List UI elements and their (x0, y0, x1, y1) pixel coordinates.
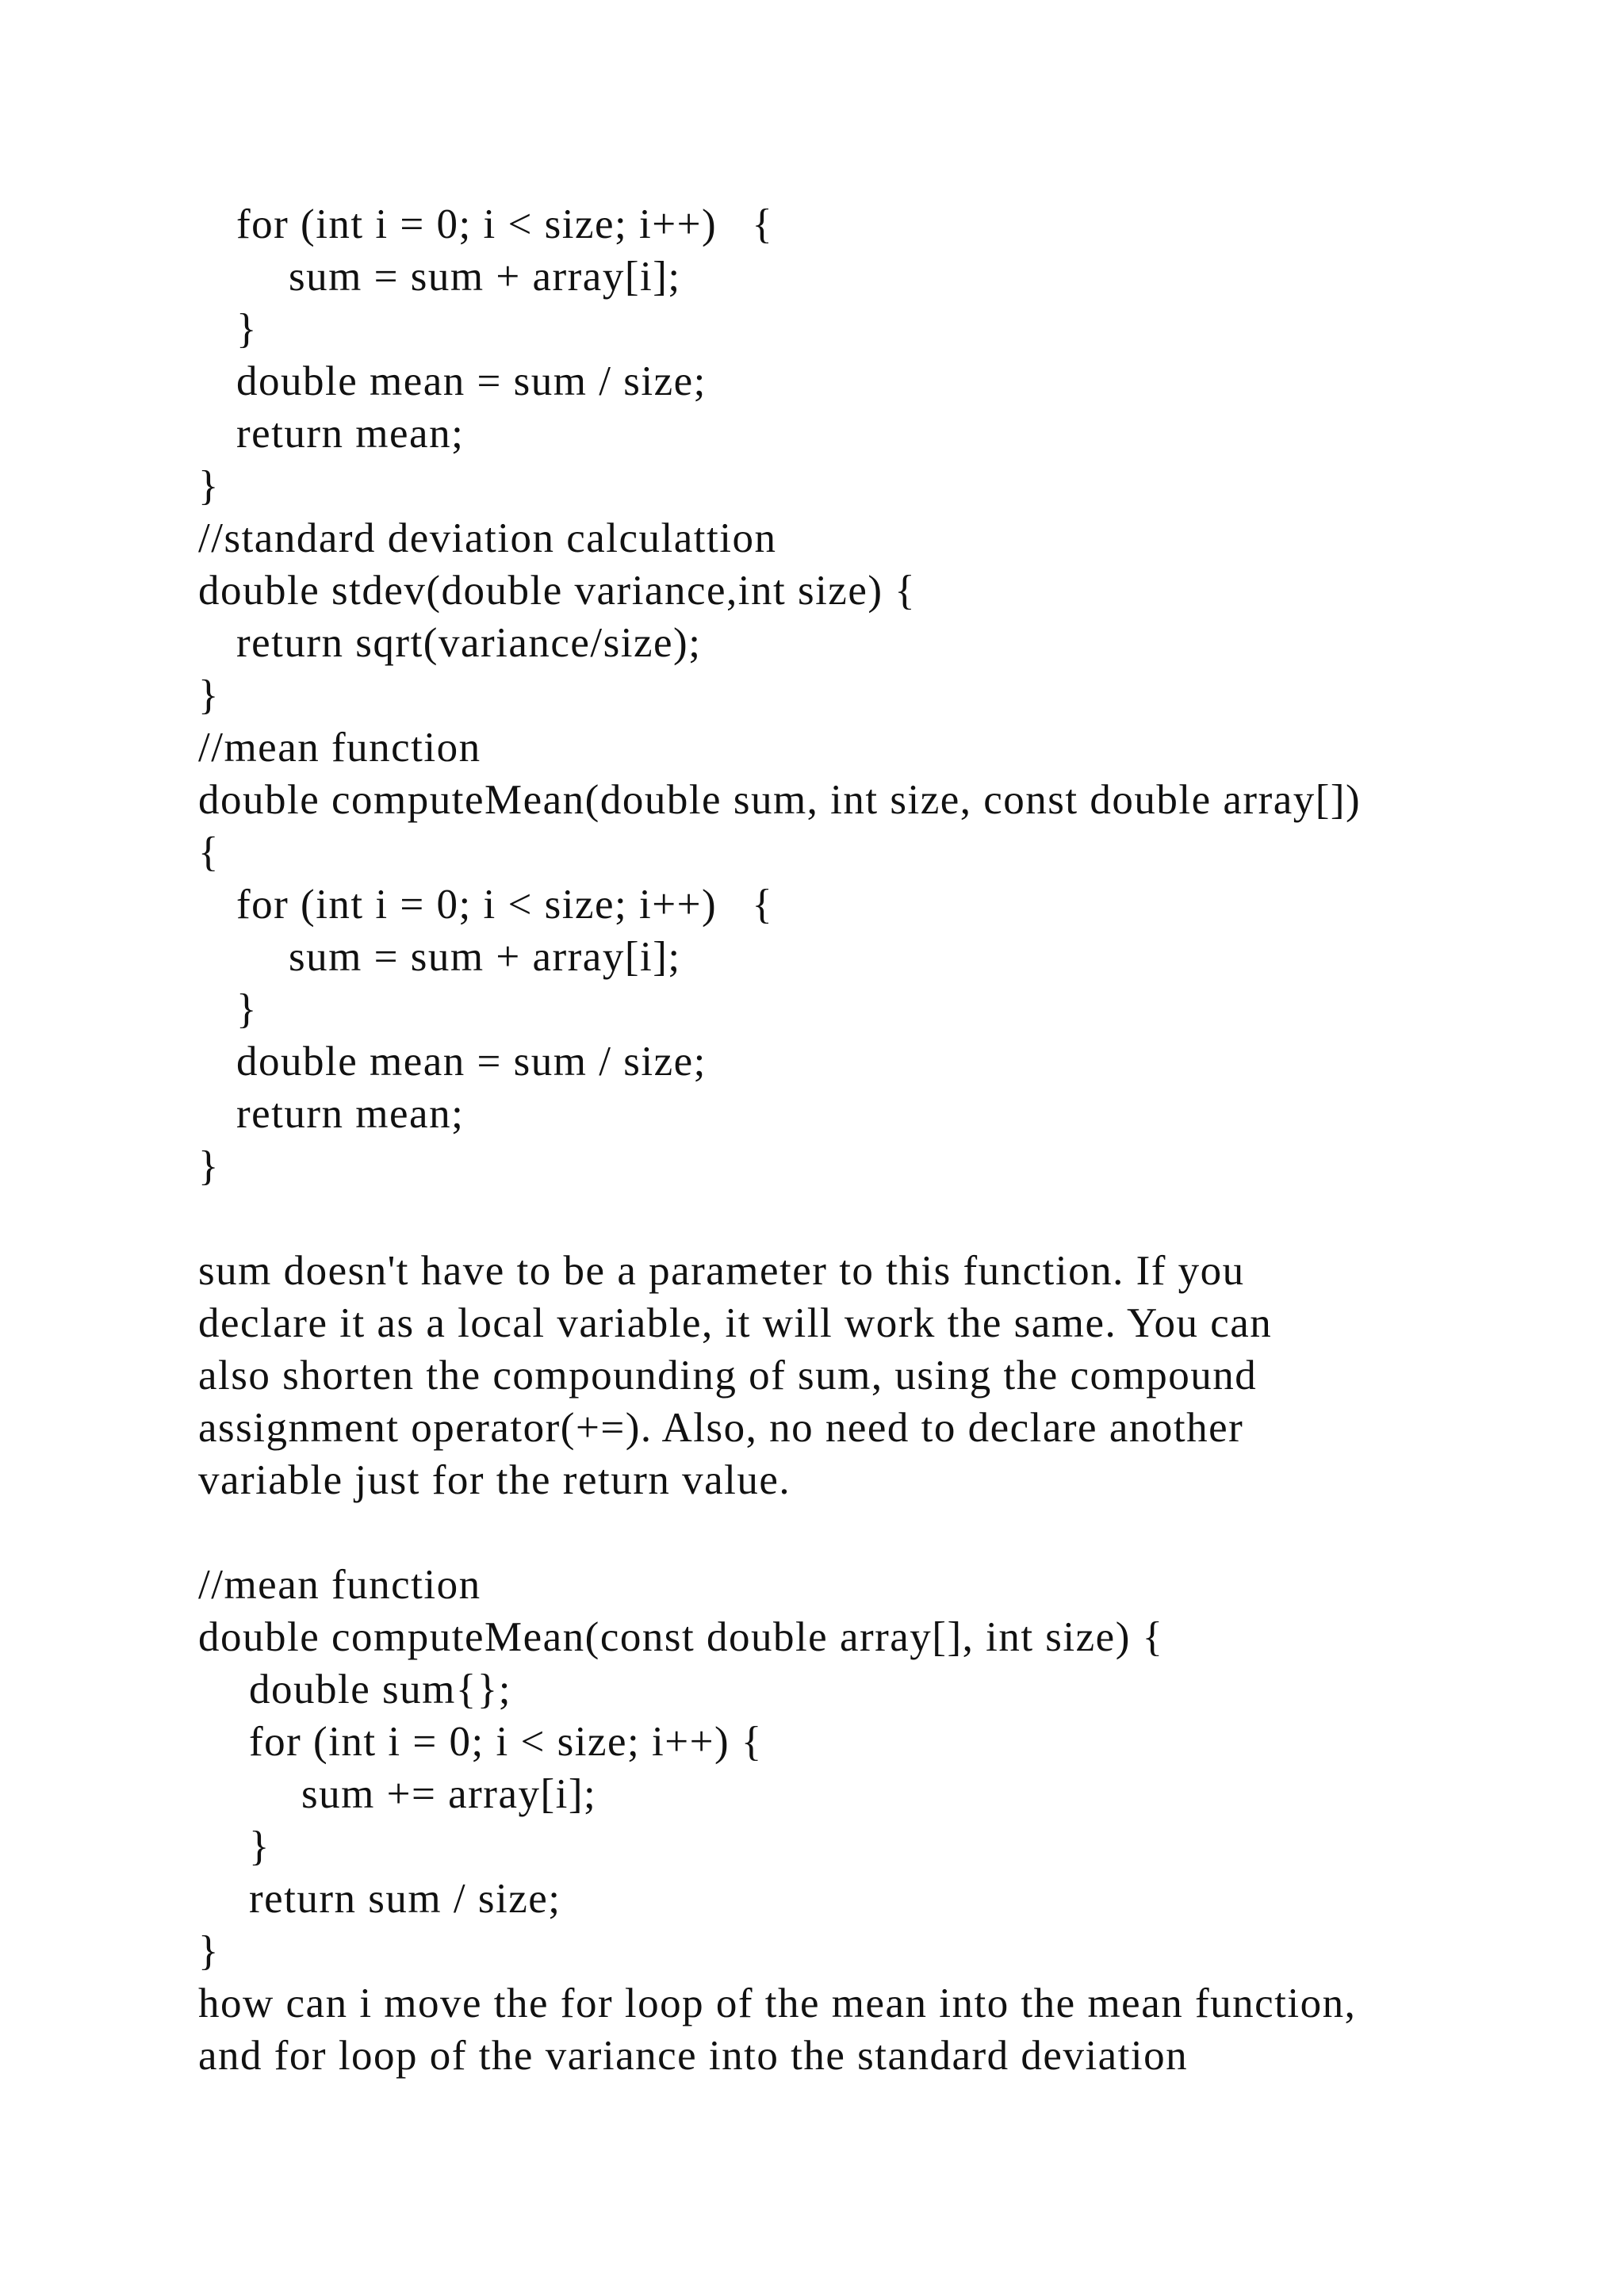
text-line: double stdev(double variance,int size) { (198, 568, 917, 614)
text-line: } (236, 306, 258, 352)
text-line: double computeMean(const double array[], int size) { (198, 1614, 1164, 1660)
text-line: for (int i = 0; i < size; i++) { (236, 882, 774, 928)
text-line: } (198, 672, 220, 718)
text-line: for (int i = 0; i < size; i++) { (236, 201, 774, 247)
text-line: } (198, 1143, 220, 1189)
text-line: return mean; (236, 1091, 465, 1137)
text-line: } (198, 1928, 220, 1974)
text-line: return sqrt(variance/size); (236, 620, 702, 666)
text-line: double mean = sum / size; (236, 358, 707, 404)
text-line: variable just for the return value. (198, 1457, 791, 1503)
text-line: sum += array[i]; (301, 1771, 597, 1817)
text-line: for (int i = 0; i < size; i++) { (249, 1719, 763, 1765)
text-line: sum = sum + array[i]; (289, 934, 681, 980)
text-line: //standard deviation calculattion (198, 515, 777, 561)
text-line: return mean; (236, 411, 465, 457)
text-line: //mean function (198, 725, 481, 771)
text-line: also shorten the compounding of sum, using the compound (198, 1353, 1258, 1399)
text-line: sum doesn't have to be a parameter to this function. If you (198, 1248, 1245, 1294)
text-line: double computeMean(double sum, int size, const double array[]) (198, 777, 1362, 823)
text-line: } (198, 463, 220, 509)
text-line: how can i move the for loop of the mean into the mean function, (198, 1980, 1357, 2026)
text-line: } (236, 986, 258, 1032)
text-line: and for loop of the variance into the standard deviation (198, 2033, 1189, 2079)
text-line: return sum / size; (249, 1876, 561, 1922)
text-line: sum = sum + array[i]; (289, 254, 681, 300)
text-line: { (198, 829, 220, 875)
text-line: declare it as a local variable, it will work the same. You can (198, 1300, 1273, 1346)
text-line: double sum{}; (249, 1667, 511, 1712)
text-line: //mean function (198, 1562, 481, 1608)
text-line: } (249, 1823, 270, 1869)
text-line: double mean = sum / size; (236, 1039, 707, 1085)
text-line: assignment operator(+=). Also, no need to declare another (198, 1405, 1244, 1451)
